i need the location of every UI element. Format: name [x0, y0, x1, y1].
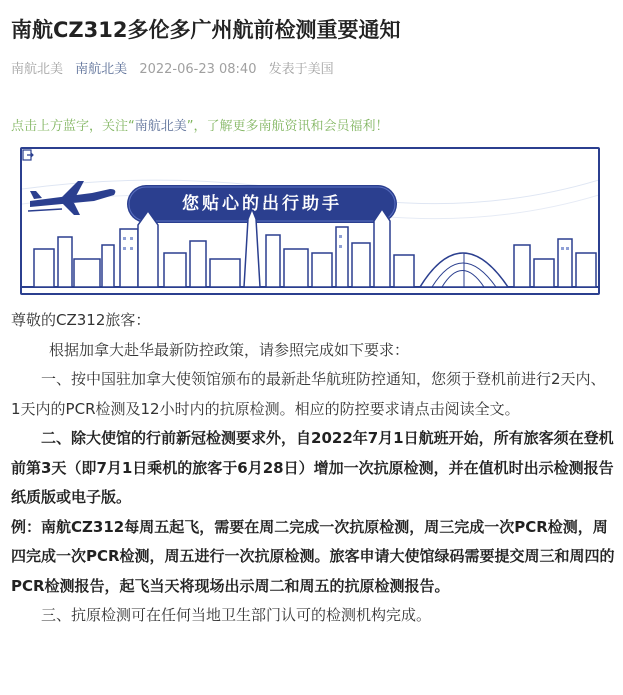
article-meta	[11, 60, 342, 80]
article-body	[11, 306, 615, 631]
notice-item-3: 三、抗原检测可在任何当地卫生部门认可的检测机构完成。	[41, 606, 432, 624]
account-link[interactable]: 南航北美	[75, 62, 128, 77]
follow-intro	[11, 117, 389, 137]
lead-paragraph: 根据加拿大赴华最新防控政策，请参照完成如下要求：	[49, 340, 410, 359]
greeting: 尊敬的CZ312旅客：	[11, 311, 151, 329]
publish-datetime: 2022-06-23 08:40	[139, 62, 257, 77]
intro-suffix: ”，了解更多南航资讯和会员福利！	[186, 119, 389, 134]
publish-location: 发表于美国	[268, 62, 334, 77]
intro-account-link[interactable]: 南航北美	[134, 119, 187, 134]
exit-icon[interactable]	[22, 149, 34, 161]
author-name: 南航北美	[11, 62, 64, 77]
example-paragraph: 例：南航CZ312每周五起飞，需要在周二完成一次抗原检测，周三完成一次PCR检测，周四完成一次PCR检测，周五进行一次抗原检测。旅客申请大使馆绿码需要提交周三和周四的PCR检测报告，起飞当天将现场出示周二和周五的抗原检测报告。	[11, 517, 615, 595]
banner-image	[20, 147, 600, 295]
banner-slogan: 您贴心的出行助手	[182, 194, 342, 214]
notice-item-2: 二、除大使馆的行前新冠检测要求外，自2022年7月1日航班开始，所有旅客须在登机前第3天（即7月1日乘机的旅客于6月28日）增加一次抗原检测，并在值机时出示检测报告纸质版或电子版。	[11, 429, 614, 506]
city-skyline-illustration	[22, 149, 600, 295]
notice-item-1: 一、按中国驻加拿大使领馆颁布的最新赴华航班防控通知，您须于登机前进行2天内、1天内的PCR检测及12小时内的抗原检测。相应的防控要求请点击阅读全文。	[11, 370, 606, 418]
article-title: 南航CZ312多伦多广州航前检测重要通知	[11, 18, 401, 42]
intro-prefix: 点击上方蓝字，关注“	[11, 119, 135, 134]
